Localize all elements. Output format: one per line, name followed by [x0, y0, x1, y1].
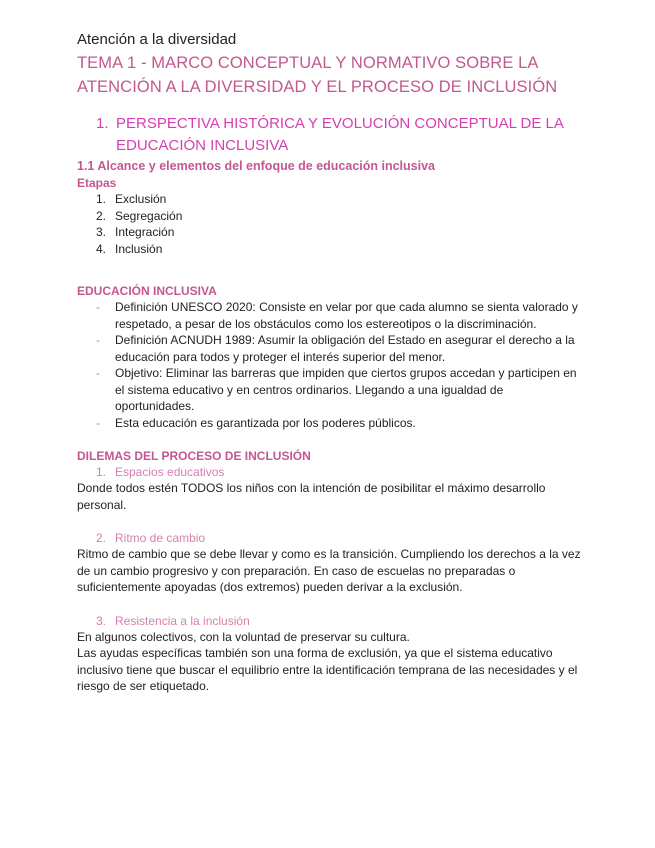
- dilemas-heading: DILEMAS DEL PROCESO DE INCLUSIÓN: [77, 449, 311, 463]
- dash-bullet: -: [96, 415, 100, 430]
- dilema-heading: [77, 530, 585, 546]
- dilema-heading: [77, 464, 585, 480]
- dilema-number: 2.: [96, 531, 107, 545]
- educacion-inclusiva-list: [77, 299, 585, 431]
- subsection-heading: 1.1 Alcance y elementos del enfoque de educación inclusiva: [77, 159, 435, 173]
- list-text: Esta educación es garantizada por los poderes públicos.: [115, 415, 416, 430]
- list-text: Inclusión: [115, 241, 163, 256]
- list-text: Definición ACNUDH 1989: Asumir la obligación del Estado en asegurar el derecho a la educación para todos y proteger el interés superior del menor.: [115, 333, 575, 364]
- paragraph: Ritmo de cambio que se debe llevar y como es la transición. Cumpliendo los derechos a la vez de un cambio progresivo y con preparación. En caso de escuelas no preparadas o suficientemente apoyadas (dos extremos) pueden derivar a la exclusión.: [77, 547, 581, 594]
- section-title: PERSPECTIVA HISTÓRICA Y EVOLUCIÓN CONCEPTUAL DE LA EDUCACIÓN INCLUSIVA: [116, 115, 564, 154]
- dilema-heading: [77, 613, 585, 629]
- dash-bullet: -: [96, 366, 100, 380]
- dilema-title: Ritmo de cambio: [115, 531, 206, 545]
- list-item: [77, 332, 585, 365]
- list-text: Integración: [115, 225, 175, 239]
- list-item: [77, 365, 585, 415]
- list-text: Segregación: [115, 208, 183, 223]
- section-heading: [96, 113, 585, 157]
- document-title: TEMA 1 - MARCO CONCEPTUAL Y NORMATIVO SOBRE LA ATENCIÓN A LA DIVERSIDAD Y EL PROCESO DE INCLUSIÓN: [77, 54, 558, 96]
- list-item: [77, 299, 585, 332]
- list-item: [77, 415, 585, 432]
- list-item: [77, 241, 585, 258]
- list-item: [77, 191, 585, 208]
- etapas-heading: Etapas: [77, 176, 117, 190]
- dilema-number: 1.: [96, 465, 107, 479]
- list-number: 3.: [96, 225, 107, 239]
- dilema-number: 3.: [96, 613, 107, 628]
- section-number: 1.: [96, 115, 109, 132]
- dash-bullet: -: [96, 300, 100, 314]
- dash-bullet: -: [96, 333, 100, 347]
- etapas-list: [77, 191, 585, 257]
- document-subtitle: Atención a la diversidad: [77, 31, 237, 48]
- paragraph: Las ayudas específicas también son una forma de exclusión, ya que el sistema educativo inclusivo tiene que buscar el equilibrio entre la identificación temprana de las necesidades y el riesgo de ser etiquetado.: [77, 646, 578, 693]
- list-number: 2.: [96, 208, 107, 223]
- dilema-title: Resistencia a la inclusión: [115, 613, 250, 628]
- paragraph: En algunos colectivos, con la voluntad de preservar su cultura.: [77, 629, 410, 644]
- dilema-title: Espacios educativos: [115, 465, 225, 479]
- paragraph: Donde todos estén TODOS los niños con la intención de posibilitar el máximo desarrollo personal.: [77, 481, 546, 512]
- list-item: [77, 208, 585, 225]
- list-item: [77, 224, 585, 241]
- list-number: 4.: [96, 241, 107, 256]
- list-text: Exclusión: [115, 192, 167, 206]
- list-text: Definición UNESCO 2020: Consiste en velar por que cada alumno se sienta valorado y respetado, a pesar de los obstáculos como los estereotipos o la discriminación.: [115, 300, 578, 331]
- list-number: 1.: [96, 192, 107, 206]
- list-text: Objetivo: Eliminar las barreras que impiden que ciertos grupos accedan y participen en el sistema educativo y en centros ordinarios. Llegando a una igualdad de oportunidades.: [115, 366, 577, 413]
- educacion-inclusiva-heading: EDUCACIÓN INCLUSIVA: [77, 284, 217, 298]
